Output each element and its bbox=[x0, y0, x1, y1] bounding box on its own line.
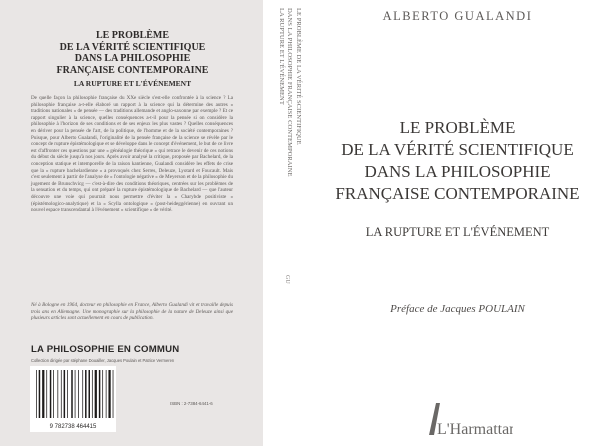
front-title-line: FRANÇAISE CONTEMPORAINE bbox=[335, 184, 580, 203]
back-summary: De quelle façon la philosophie française du XXe siècle s'est-elle confrontée à la science ? La philosophie française a-t-elle élaboré un rapport à la science qui la détermine des autres « traditions nationales » de pensée — des traditions allemande et anglo-saxonne par exemple ? Et ce rapport singulier à la science, quelles conséquences a-t-il pour la pensée si on considère la philosophie à l'horizon de ses conditions et de ses enjeux les plus vastes ? Quelles conséquences en dériver pour la pensée de l'art, de la politique, de l'homme et de la société contemporaines ? Puisque, pour Alberto Gualandi, l'originalité de la pensée française de la science se révèle par le concept de rupture épistémologique et se développe dans le concept d'événement, le but de ce livre est d'affronter ces questions par une « généalogie théorique » qui retrace le devenir de ces notions du début du siècle jusqu'à nos jours. Après avoir analysé la critique, proposée par Bachelard, de la conception statique et intemporelle de la raison kantienne, Gualandi considère les effets de crise que la « rupture bachelardienne » a provoqués chez Serres, Deleuze, Lyotard et Foucault. Mais c'est seulement à partir de l'analyse de « l'ontologie négative » de Meyerson et de la philosophie du jugement de Brunschvicg — c'est-à-dire des conditions théoriques, centrées sur les problèmes de la sensation et du temps, qui ont préparé la rupture épistémologique de Bachelard — que l'auteur découvre une voie qui pourrait nous permettre d'éviter la « Charybde positiviste » (épistémologico-analytique) et la « Scylla ontologique » (post-heideggérienne) en ouvrant un nouvel espace transcendantal à l'événement « scientifique » de vérité. bbox=[31, 95, 233, 214]
series-title: LA PHILOSOPHIE EN COMMUN bbox=[31, 344, 180, 355]
author-bio: Né à Bologne en 1964, docteur en philosophie en France, Alberto Gualandi vit et travaille depuis trois ans en Allemagne. Une monographie sur la philosophie de la nature de Deleuze ainsi que plusieurs articles sont actuellement en cours de publication. bbox=[31, 302, 233, 321]
preface-credit: Préface de Jacques POULAIN bbox=[390, 303, 525, 315]
publisher-name: L'Harmattan bbox=[437, 421, 513, 438]
author-name: ALBERTO GUALANDI bbox=[382, 9, 533, 23]
spine-text bbox=[263, 0, 315, 446]
front-subtitle: LA RUPTURE ET L'ÉVÉNEMENT bbox=[365, 225, 550, 239]
spine bbox=[263, 0, 315, 446]
back-title-line: DE LA VÉRITÉ SCIENTIFIQUE bbox=[59, 41, 206, 53]
barcode-icon bbox=[30, 366, 116, 432]
back-title-line: LE PROBLÈME bbox=[95, 30, 170, 41]
front-title-line: DE LA VÉRITÉ SCIENTIFIQUE bbox=[341, 140, 574, 159]
back-title-line: DANS LA PHILOSOPHIE bbox=[74, 53, 191, 64]
spine-mark: GU bbox=[284, 275, 290, 284]
front-title bbox=[315, 117, 600, 205]
front-title-line: LE PROBLÈME bbox=[399, 118, 516, 137]
back-title-line: FRANÇAISE CONTEMPORAINE bbox=[56, 64, 209, 76]
series-credit: Collection dirigée par stéphane Douailler, Jacques Poulain et Patrice Vermeren bbox=[31, 358, 175, 363]
spine-line: LE PROBLÈME DE LA VÉRITÉ SCIENTIFIQUE bbox=[295, 8, 302, 145]
barcode bbox=[30, 366, 116, 432]
back-cover bbox=[0, 0, 263, 446]
publisher-logo bbox=[423, 401, 513, 446]
isbn: ISBN : 2-7384-6441-6 bbox=[170, 401, 213, 406]
front-cover bbox=[315, 0, 600, 446]
back-title bbox=[30, 30, 235, 76]
front-title-line: DANS LA PHILOSOPHIE bbox=[364, 162, 551, 181]
spine-line: LA RUPTURE ET L'ÉVÉNEMENT bbox=[278, 8, 285, 105]
back-subtitle: LA RUPTURE ET L'ÉVÉNEMENT bbox=[73, 79, 192, 88]
barcode-number: 9 782738 464415 bbox=[49, 424, 97, 430]
harmattan-logo-icon bbox=[423, 401, 513, 441]
spine-line: DANS LA PHILOSOPHIE FRANÇAISE CONTEMPORAINE bbox=[286, 8, 294, 177]
